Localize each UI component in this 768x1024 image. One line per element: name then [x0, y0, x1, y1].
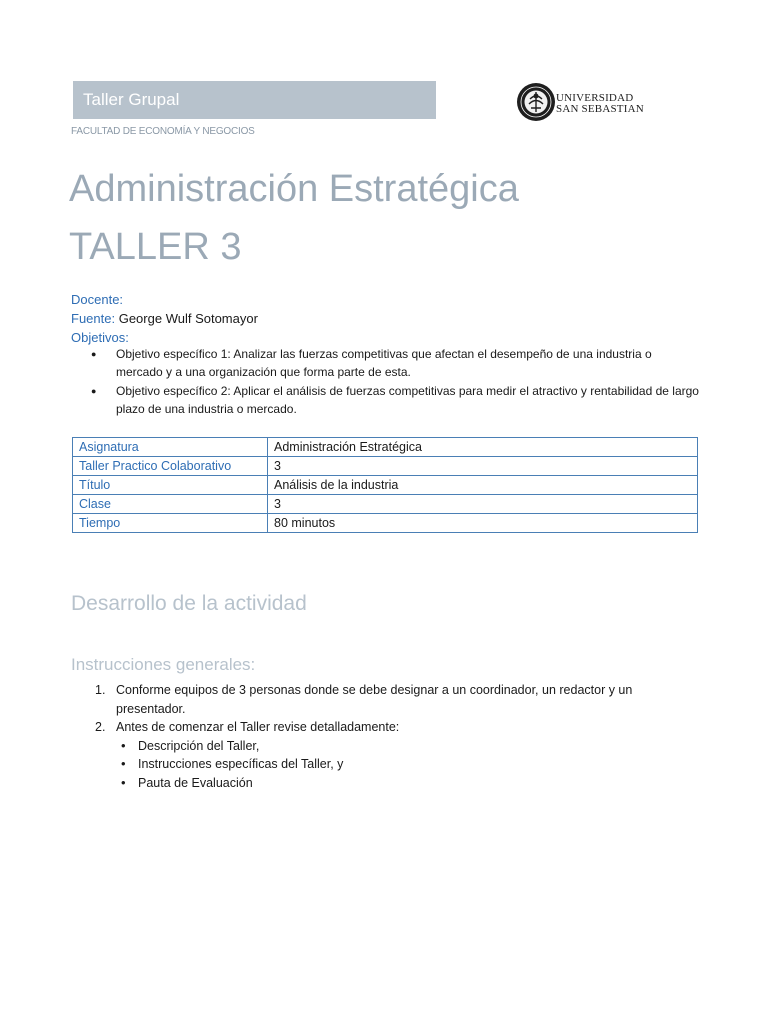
list-item: [71, 681, 701, 718]
title-line-1: Administración Estratégica: [69, 168, 519, 210]
meta-block: [71, 290, 258, 347]
logo-line-2: SAN SEBASTIAN: [556, 103, 644, 115]
table-value: 3: [268, 495, 698, 514]
section-subheading: Instrucciones generales:: [71, 655, 256, 674]
table-value: 80 minutos: [268, 514, 698, 533]
faculty-label: FACULTAD DE ECONOMÍA Y NEGOCIOS: [71, 126, 255, 137]
sub-item: • Instrucciones específicas del Taller, y: [116, 755, 701, 774]
header-tag: Taller Grupal: [83, 90, 180, 109]
sub-item: • Descripción del Taller,: [116, 737, 701, 756]
objectives-list: [71, 345, 701, 419]
step-number: 2.: [95, 720, 106, 734]
docente-row: [71, 290, 258, 309]
university-seal-icon: [516, 82, 556, 122]
step-text: Conforme equipos de 3 personas donde se debe designar a un coordinador, un redactor y un presentador.: [116, 683, 633, 716]
table-key: Clase: [73, 495, 268, 514]
table-row: [73, 514, 698, 533]
objective-item: ● Objetivo específico 1: Analizar las fuerzas competitivas que afectan el desempeño de una industria o mercado y a una organización que forma parte de esta.: [71, 345, 701, 381]
info-table: [72, 437, 698, 533]
objective-item: ● Objetivo específico 2: Aplicar el análisis de fuerzas competitivas para medir el atractivo y rentabilidad de largo plazo de una industria o mercado.: [71, 382, 701, 418]
table-key: Taller Practico Colaborativo: [73, 457, 268, 476]
header-tag-bar: [73, 81, 436, 119]
objetivos-label: Objetivos:: [71, 330, 129, 345]
fuente-row: [71, 309, 258, 328]
list-item: [71, 718, 701, 792]
table-row: [73, 476, 698, 495]
fuente-value: George Wulf Sotomayor: [118, 311, 258, 326]
table-key: Tiempo: [73, 514, 268, 533]
table-row: [73, 495, 698, 514]
logo-line-1: UNIVERSIDAD: [556, 92, 634, 104]
table-row: [73, 457, 698, 476]
sub-list: [116, 737, 701, 793]
section-heading: Desarrollo de la actividad: [71, 592, 307, 615]
step-text: Antes de comenzar el Taller revise detalladamente:: [116, 720, 400, 734]
instructions-list: [71, 681, 701, 792]
table-value: 3: [268, 457, 698, 476]
university-logo: [516, 82, 656, 124]
step-number: 1.: [95, 683, 106, 697]
table-row: [73, 438, 698, 457]
fuente-label: Fuente:: [71, 311, 116, 326]
table-value: Análisis de la industria: [268, 476, 698, 495]
document-title: [69, 160, 519, 276]
sub-item: • Pauta de Evaluación: [116, 774, 701, 793]
title-line-2: TALLER 3: [69, 226, 242, 268]
table-key: Asignatura: [73, 438, 268, 457]
table-value: Administración Estratégica: [268, 438, 698, 457]
table-key: Título: [73, 476, 268, 495]
docente-label: Docente:: [71, 292, 124, 307]
